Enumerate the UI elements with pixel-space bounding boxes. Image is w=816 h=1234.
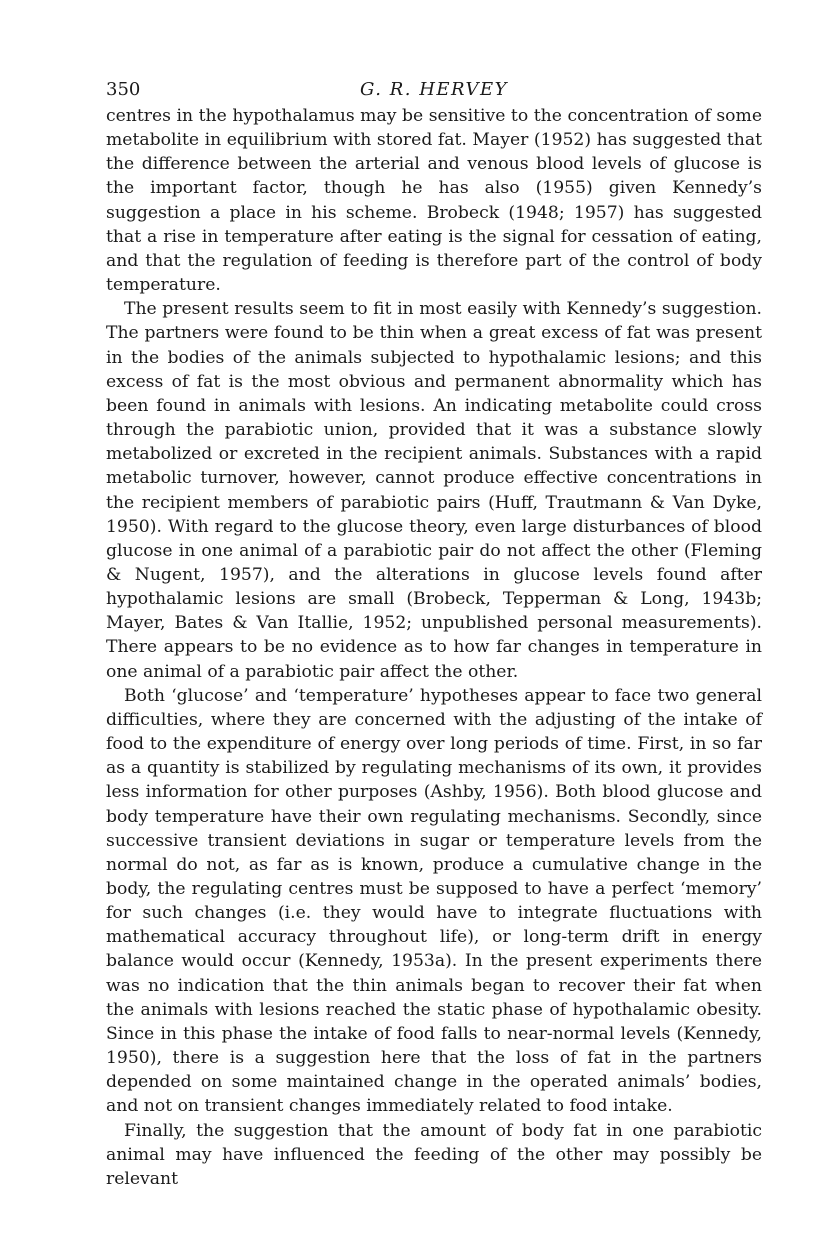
journal-page	[106, 78, 762, 1191]
paragraph: Finally, the suggestion that the amount of body fat in one parabiotic animal may have influenced the feeding of the other may possibly be relevant	[106, 1120, 762, 1189]
paragraph: Both ‘glucose’ and ‘temperature’ hypotheses appear to face two general difficulties, where they are concerned with the adjusting of the intake of food to the expenditure of energy over long periods of time. First, in so far as a quantity is stabilized by regulating mechanisms of its own, it provides less information for other purposes (Ashby, 1956). Both blood glucose and body temperature have their own regulating mechanisms. Secondly, since successive transient deviations in sugar or temperature levels from the normal do not, as far as is known, produce a cumulative change in the body, the regulating centres must be supposed to have a perfect ‘memory’ for such changes (i.e. they would have to integrate fluctuations with mathematical accuracy throughout life), or long-term drift in energy balance would occur (Kennedy, 1953a). In the present experiments there was no indication that the thin animals began to recover their fat when the animals with lesions reached the static phase of hypothalamic obesity. Since in this phase the intake of food falls to near-normal levels (Kennedy, 1950), there is a suggestion here that the loss of fat in the partners depended on some maintained change in the operated animals’ bodies, and not on transient changes immediately related to food intake.	[106, 685, 762, 1117]
page-number: 350	[106, 79, 141, 100]
page-header	[106, 78, 762, 102]
paragraph-continued: centres in the hypothalamus may be sensitive to the concentration of some metabolite in equilibrium with stored fat. Mayer (1952) has suggested that the difference between the arterial and venous blood levels of glucose is the important factor, though he has also (1955) given Kennedy’s suggestion a place in his scheme. Brobeck (1948; 1957) has suggested that a rise in temperature after eating is the signal for cessation of eating, and that the regulation of feeding is therefore part of the control of body temperature.	[106, 106, 762, 296]
article-body	[106, 104, 762, 1191]
running-head: G. R. HERVEY	[360, 79, 508, 100]
paragraph: The present results seem to fit in most easily with Kennedy’s suggestion. The partners were found to be thin when a great excess of fat was present in the bodies of the animals subjected to hypothalamic lesions; and this excess of fat is the most obvious and permanent abnormality which has been found in animals with lesions. An indicating metabolite could cross through the parabiotic union, provided that it was a substance slowly metabolized or excreted in the recipient animals. Substances with a rapid metabolic turnover, however, cannot produce effective concentrations in the recipient members of parabiotic pairs (Huff, Trautmann & Van Dyke, 1950). With regard to the glucose theory, even large disturbances of blood glucose in one animal of a parabiotic pair do not affect the other (Fleming & Nugent, 1957), and the alterations in glucose levels found after hypothalamic lesions are small (Brobeck, Tepperman & Long, 1943b; Mayer, Bates & Van Itallie, 1952; unpublished personal measurements). There appears to be no evidence as to how far changes in temperature in one animal of a parabiotic pair affect the other.	[106, 299, 762, 682]
